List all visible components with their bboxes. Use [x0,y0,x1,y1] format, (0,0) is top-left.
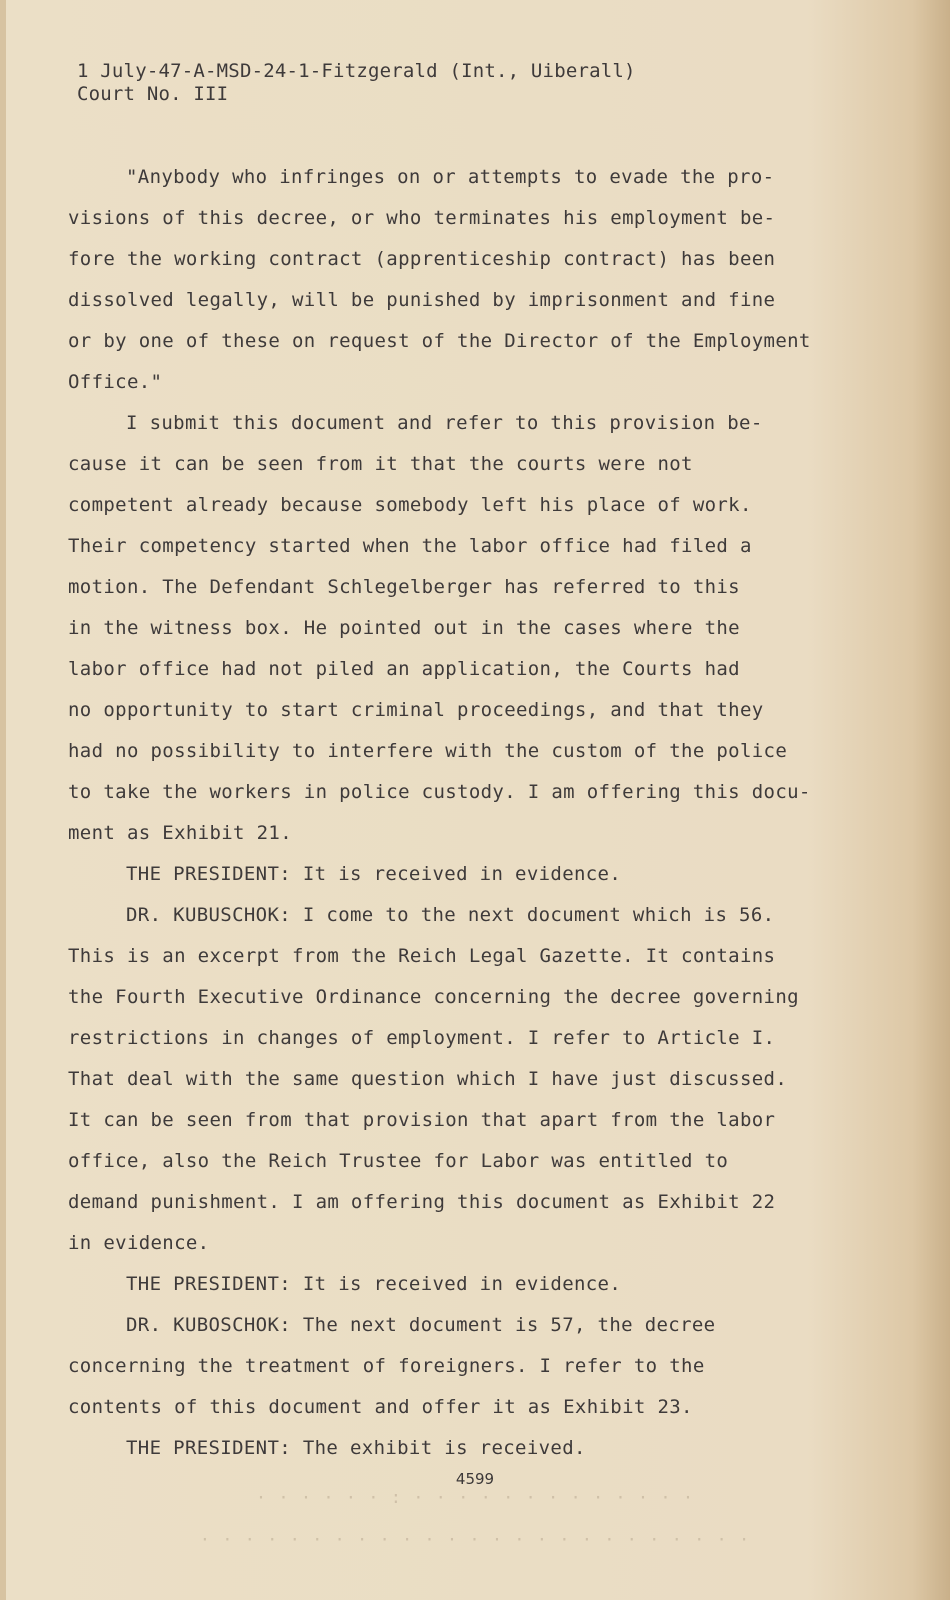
page-edge [0,0,6,1600]
president-ruling-exhibit-21: THE PRESIDENT: It is received in evidence. [126,863,622,885]
bleed-through-text: · · · · · · · · · · · · · · · · · · · · · · · · · [199,1530,751,1550]
president-ruling-exhibit-23: THE PRESIDENT: The exhibit is received. [126,1437,586,1459]
document-header [77,60,636,106]
argument-paragraph: I submit this document and refer to this provision be- cause it can be seen from it that the courts were not competent already because somebody left his place of work. Their competency started when the labor office had filed a motion. The Defendant Schlegelberger has referred to this in the witness box. He pointed out in the cases where the labor office had not piled an application, the Courts had no opportunity to start criminal proceedings, and that they had no possibility to interfere with the custom of the police to take the workers in police custody. I am offering this docu- ment as Exhibit 21. [68,412,811,844]
page-number: 4599 [455,1470,495,1488]
counsel-statement-exhibit-23: DR. KUBOSCHOK: The next document is 57, the decree concerning the treatment of foreigners. I refer to the contents of this document and offer it as Exhibit 23. [68,1314,716,1418]
transcript-body [68,157,868,1469]
counsel-statement-exhibit-22: DR. KUBUSCHOK: I come to the next document which is 56. This is an excerpt from the Reich Legal Gazette. It contains the Fourth Executive Ordinance concerning the decree governing restrictions in changes of employment. I refer to Article I. That deal with the same question which I have just discussed. It can be seen from that provision that apart from the labor office, also the Reich Trustee for Labor was entitled to demand punishment. I am offering this document as Exhibit 22 in evidence. [68,904,799,1254]
quoted-provision-paragraph: "Anybody who infringes on or attempts to evade the pro- visions of this decree, or who terminates his employment be- fore the working contract (apprenticeship contract) has been dissolved legally, will be punished by imprisonment and fine or by one of these on request of the Director of the Employment Office." [68,166,811,393]
bleed-through-text: · · · · · · : · · · · · · · · · · · · · [255,1488,695,1508]
header-court-line: Court No. III [77,83,229,105]
header-reference-line: 1 July-47-A-MSD-24-1-Fitzgerald (Int., Uiberall) [77,60,636,82]
president-ruling-exhibit-22: THE PRESIDENT: It is received in evidence. [126,1273,622,1295]
